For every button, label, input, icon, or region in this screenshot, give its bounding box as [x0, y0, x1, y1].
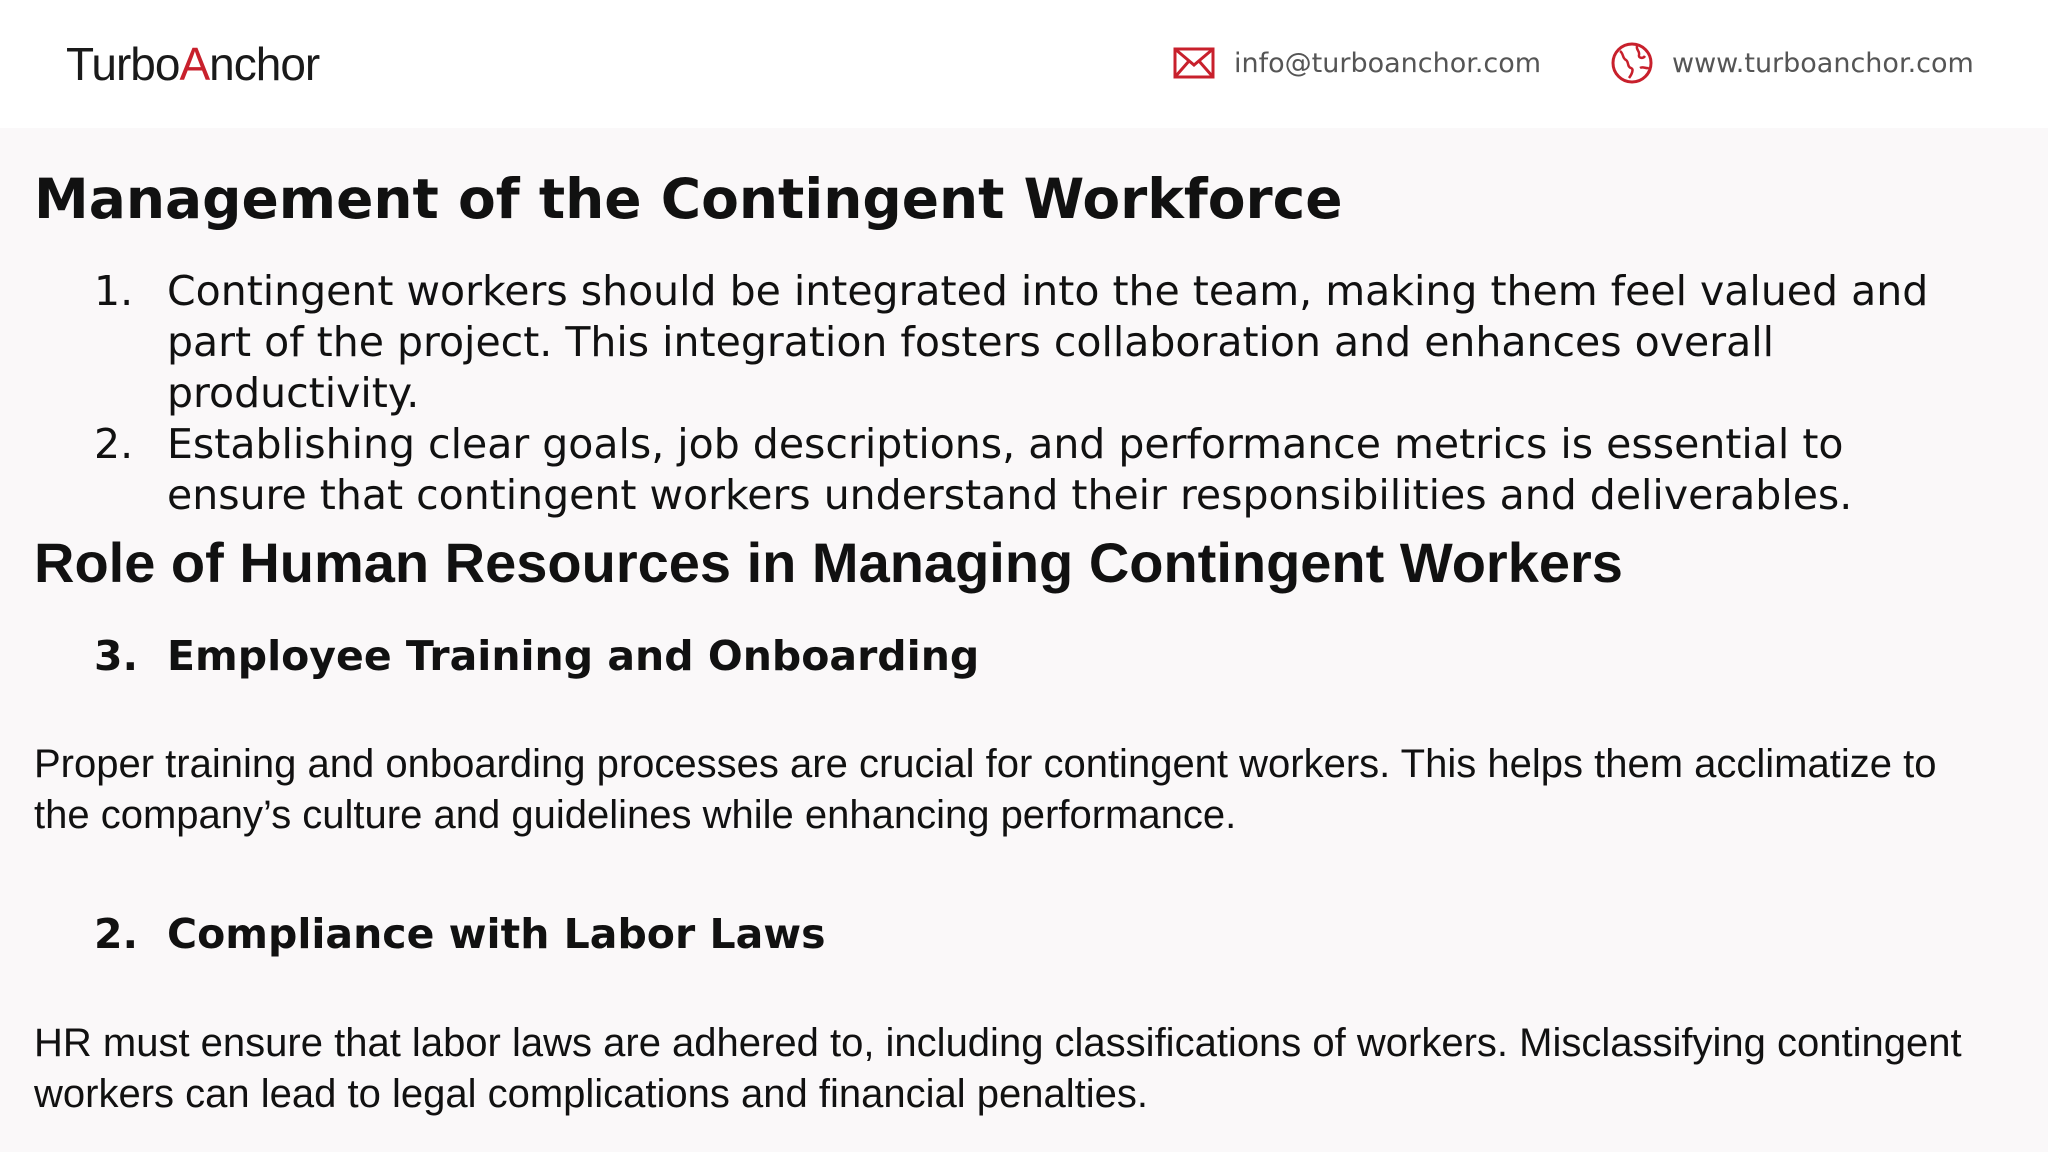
- management-list: [34, 266, 2014, 521]
- email-contact[interactable]: [1172, 40, 1541, 86]
- logo-text-anchor: nchor: [209, 38, 320, 90]
- subsection-title: Employee Training and Onboarding: [167, 632, 980, 680]
- subsection-title: Compliance with Labor Laws: [167, 910, 826, 958]
- logo-text-turbo: Turbo: [66, 38, 180, 90]
- section-title-management: Management of the Contingent Workforce: [34, 167, 1343, 231]
- list-item-text: Contingent workers should be integrated into the team, making them feel valued and part of the project. This integration fosters collaboration and enhances overall productivity.: [167, 267, 1929, 417]
- section-title-hr-role: Role of Human Resources in Managing Contingent Workers: [34, 531, 1623, 594]
- subsection-number: 2.: [94, 910, 139, 958]
- subsection-heading-training: [34, 630, 979, 682]
- list-item: [34, 419, 2014, 521]
- logo-text-accent: A: [179, 38, 210, 90]
- website-contact[interactable]: [1610, 40, 1974, 86]
- subsection-number: 3.: [94, 632, 139, 680]
- email-link[interactable]: info@turboanchor.com: [1234, 47, 1542, 79]
- list-item-text: Establishing clear goals, job descriptions, and performance metrics is essential to ensure that contingent workers understand their responsibilities and deliverables.: [167, 420, 1853, 519]
- list-item: [34, 266, 2014, 419]
- turboanchor-logo[interactable]: [66, 36, 319, 92]
- subsection-body-compliance: HR must ensure that labor laws are adhered to, including classifications of workers. Misclassifying contingent workers can lead to legal complications and financial penalties.: [34, 1021, 1962, 1116]
- subsection-heading-compliance: [34, 908, 826, 960]
- subsection-body-training: Proper training and onboarding processes are crucial for contingent workers. This helps them acclimatize to the company’s culture and guidelines while enhancing performance.: [34, 742, 1937, 837]
- list-item-number: 1.: [94, 267, 134, 315]
- website-link[interactable]: www.turboanchor.com: [1672, 47, 1974, 79]
- mail-icon: [1172, 46, 1216, 80]
- list-item-number: 2.: [94, 420, 134, 468]
- globe-icon: [1610, 41, 1654, 85]
- header-bar: [0, 0, 2048, 128]
